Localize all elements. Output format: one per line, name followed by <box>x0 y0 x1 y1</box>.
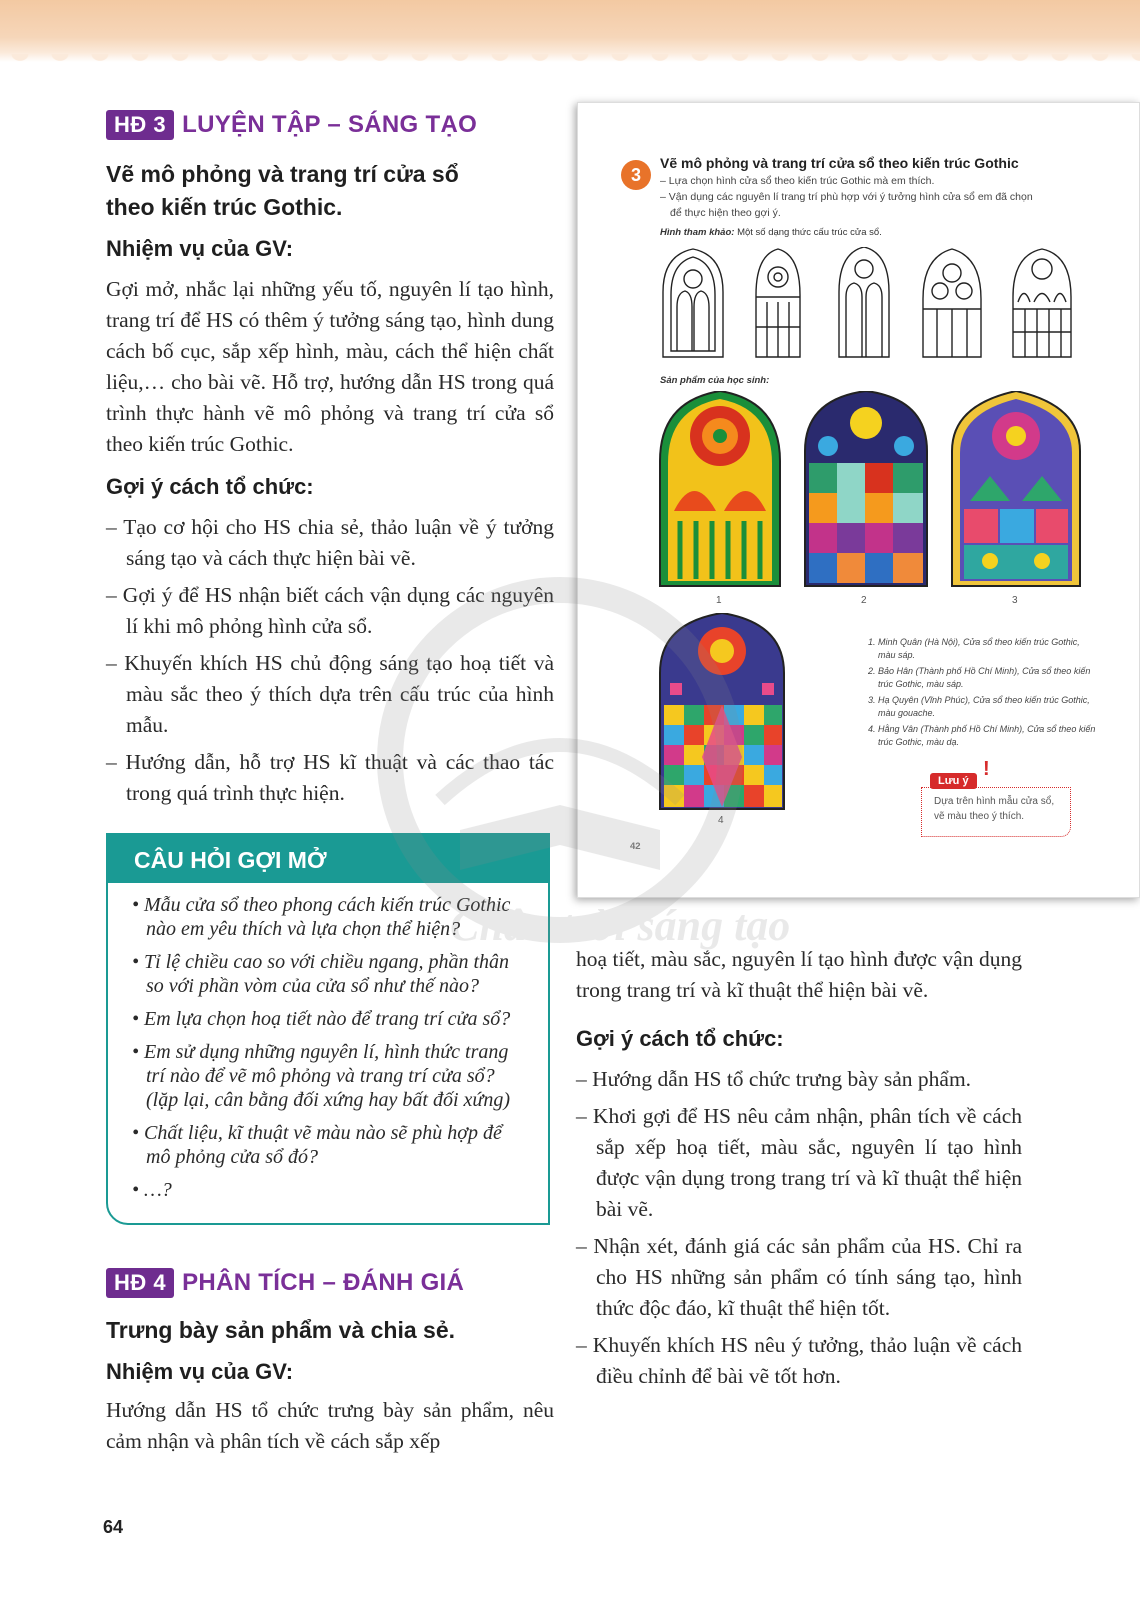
hd3-heading <box>106 110 554 144</box>
list-item: – Hướng dẫn, hỗ trợ HS kĩ thuật và các thao tác trong quá trình thực hiện. <box>106 750 554 805</box>
book-ref-text: Một số dạng thức cấu trúc cửa sổ. <box>737 227 882 238</box>
question-item: • Em lựa chọn hoạ tiết nào để trang trí cửa sổ? <box>132 1008 511 1030</box>
hd4-continued <box>576 944 1022 1398</box>
question-item: • Tỉ lệ chiều cao so với chiều ngang, phần thân so với phần vòm của cửa sổ như thế nào? <box>132 951 510 997</box>
hd3-tag: HĐ 3 <box>106 110 174 140</box>
window-sketch <box>923 249 981 357</box>
hd3-title: LUYỆN TẬP – SÁNG TẠO <box>182 111 478 138</box>
activity-number: 3 <box>621 160 651 190</box>
list-item: – Hướng dẫn HS tổ chức trưng bày sản phẩm. <box>576 1067 972 1091</box>
textbook-page-image <box>577 102 1140 898</box>
student-artwork-3 <box>952 391 1080 586</box>
question-item: • Chất liệu, kĩ thuật vẽ màu nào sẽ phù hợp để mô phỏng cửa sổ đó? <box>132 1122 502 1168</box>
list-item: – Khuyến khích HS chủ động sáng tạo hoạ tiết và màu sắc theo ý thích dựa trên cấu trúc của hình mẫu. <box>106 651 554 737</box>
hd4-org-list <box>576 1064 1022 1392</box>
book-ref-label: Hình tham khảo: <box>660 227 735 238</box>
artwork-label-2: 2 <box>861 595 867 606</box>
student-artwork-4 <box>658 613 788 813</box>
list-item: – Khuyến khích HS nêu ý tưởng, thảo luận về cách điều chỉnh để bài vẽ tốt hơn. <box>576 1333 1022 1388</box>
hd3-org-heading: Gợi ý cách tổ chức: <box>106 474 314 499</box>
window-sketch <box>1013 249 1071 357</box>
note-label: Lưu ý <box>930 773 977 789</box>
book-products-label: Sản phẩm của học sinh: <box>660 375 770 386</box>
artwork-captions <box>868 636 1098 752</box>
artwork-caption: 4. Hằng Vân (Thành phố Hồ Chí Minh), Cửa sổ theo kiến trúc Gothic, màu dạ. <box>868 724 1096 747</box>
list-item: – Nhận xét, đánh giá các sản phẩm của HS. Chỉ ra cho HS những sản phẩm có tính sáng tạo, hình thức độc đáo, kĩ thuật thể hiện tốt. <box>576 1234 1022 1320</box>
window-sketch <box>663 249 723 357</box>
book-instruction-2: – Vận dụng các nguyên lí trang trí phù hợp với ý tưởng hình cửa sổ em đã chọn <box>660 191 1033 203</box>
hd4-org-heading: Gợi ý cách tổ chức: <box>576 1026 784 1051</box>
hd4-gv-text-left: Hướng dẫn HS tổ chức trưng bày sản phẩm, nêu cảm nhận và phân tích về cách sắp xếp <box>106 1398 554 1453</box>
artwork-label-3: 3 <box>1012 595 1018 606</box>
question-box <box>106 833 550 1225</box>
hd4-section <box>106 1268 554 1457</box>
hd4-gv-text-right: hoạ tiết, màu sắc, nguyên lí tạo hình được vận dụng trong trang trí và kĩ thuật thể hiện bài vẽ. <box>576 947 1022 1002</box>
exclamation-icon: ! <box>983 758 990 780</box>
hd4-task-title: Trưng bày sản phẩm và chia sẻ. <box>106 1317 456 1343</box>
hd4-tag: HĐ 4 <box>106 1268 174 1298</box>
window-sketch <box>839 247 889 357</box>
question-box-title: CÂU HỎI GỢI MỞ <box>108 835 548 883</box>
book-page-number: 42 <box>630 841 641 852</box>
watermark-text: Chân trời sáng tạo <box>450 901 791 950</box>
hd3-org-list <box>106 512 554 809</box>
hd4-gv-heading: Nhiệm vụ của GV: <box>106 1359 294 1384</box>
window-outline-sketches <box>658 247 1088 362</box>
book-activity-title: Vẽ mô phỏng và trang trí cửa sổ theo kiến trúc Gothic <box>660 155 1019 171</box>
list-item: – Tạo cơ hội cho HS chia sẻ, thảo luận về ý tưởng sáng tạo và cách thực hiện bài vẽ. <box>106 515 554 570</box>
book-ref-caption <box>660 227 882 238</box>
hd3-task-title: Vẽ mô phỏng và trang trí cửa sổ theo kiến trúc Gothic. <box>106 161 459 220</box>
student-artwork-2 <box>805 391 927 586</box>
question-item: • …? <box>132 1179 172 1201</box>
question-item: • Mẫu cửa sổ theo phong cách kiến trúc Gothic nào em yêu thích và lựa chọn thể hiện? <box>132 894 511 940</box>
hd3-section <box>106 110 554 815</box>
artwork-caption: 1. Minh Quân (Hà Nội), Cửa sổ theo kiến trúc Gothic, màu sáp. <box>868 637 1080 660</box>
list-item: – Khơi gợi để HS nêu cảm nhận, phân tích về cách sắp xếp hoạ tiết, màu sắc, nguyên lí tạo hình được vận dụng trong trang trí và kĩ thuật thể hiện bài vẽ. <box>576 1104 1022 1221</box>
list-item: – Gợi ý để HS nhận biết cách vận dụng các nguyên lí khi mô phỏng hình cửa sổ. <box>106 583 554 638</box>
artwork-label-4: 4 <box>718 815 724 826</box>
hd4-title: PHÂN TÍCH – ĐÁNH GIÁ <box>182 1269 465 1296</box>
page-number: 64 <box>103 1517 124 1537</box>
student-artwork-1 <box>660 391 780 586</box>
student-artworks-row <box>658 391 1098 591</box>
decorative-top-band <box>0 0 1140 62</box>
hd4-heading <box>106 1268 554 1300</box>
book-instruction-1: – Lựa chọn hình cửa sổ theo kiến trúc Gothic mà em thích. <box>660 175 935 187</box>
book-instruction-3: để thực hiện theo gợi ý. <box>670 207 781 219</box>
artwork-caption: 3. Hạ Quyên (Vĩnh Phúc), Cửa sổ theo kiến trúc Gothic, màu gouache. <box>868 695 1090 718</box>
question-list <box>108 893 548 1202</box>
hd3-gv-text: Gợi mở, nhắc lại những yếu tố, nguyên lí tạo hình, trang trí để HS có thêm ý tưởng sáng tạo, hình dung cách bố cục, sắp xếp hình, màu, cách thể hiện chất liệu,… cho bài vẽ. Hỗ trợ, hướng dẫn HS trong quá trình thực hành vẽ mô phỏng và trang trí cửa sổ theo kiến trúc Gothic. <box>106 277 554 456</box>
hd3-gv-heading: Nhiệm vụ của GV: <box>106 236 294 261</box>
question-item: • Em sử dụng những nguyên lí, hình thức trang trí nào để vẽ mô phỏng và trang trí cửa sổ? (lặp lại, cân bằng đối xứng hay bất đối xứng) <box>132 1041 510 1111</box>
note-box: Dựa trên hình mẫu cửa sổ, vẽ màu theo ý thích. <box>921 787 1071 837</box>
artwork-caption: 2. Bảo Hân (Thành phố Hồ Chí Minh), Cửa sổ theo kiến trúc Gothic, màu sáp. <box>868 666 1091 689</box>
artwork-label-1: 1 <box>716 595 722 606</box>
window-sketch <box>756 249 800 357</box>
